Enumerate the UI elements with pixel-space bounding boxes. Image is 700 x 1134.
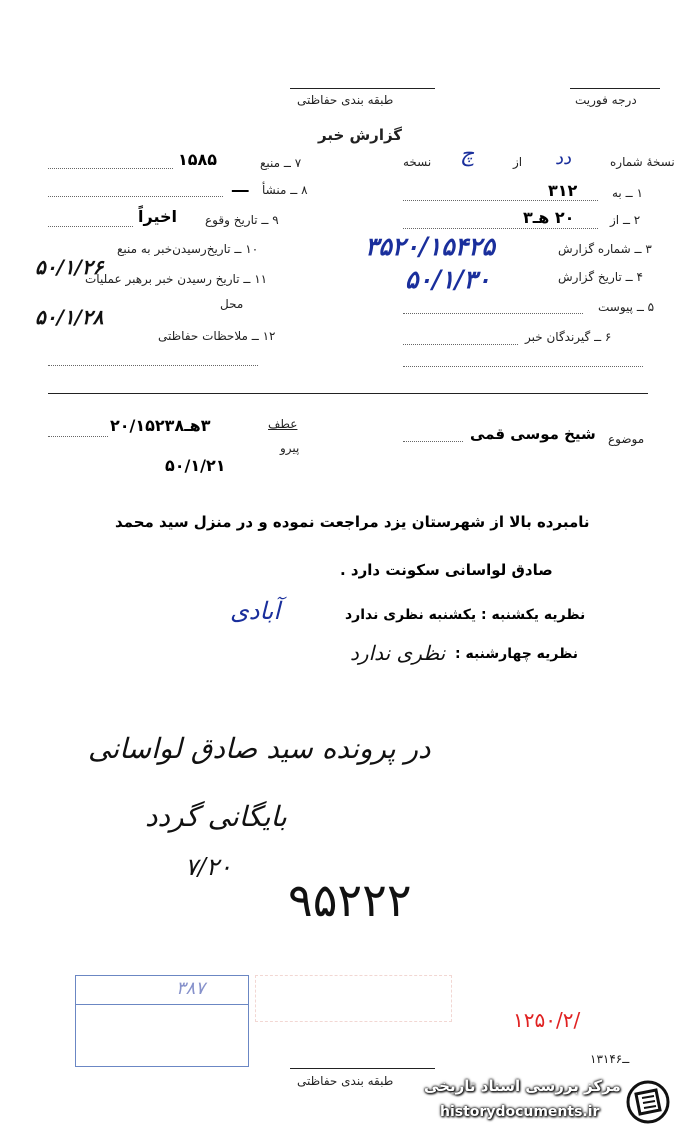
- opinion-sunday: نظریه یکشنبه : یکشنبه نظری ندارد: [345, 607, 586, 623]
- place-label: محل: [220, 297, 244, 311]
- event-date-value: اخیراً: [138, 207, 177, 226]
- handwritten-note-3: ۷/۲۰: [185, 853, 232, 881]
- copy-suffix: نسخه: [403, 155, 432, 169]
- origin-label: ۸ ــ منشأ: [262, 183, 308, 197]
- received-source-value: ۵۰/۱/۲۶: [35, 255, 104, 279]
- dots: [48, 436, 108, 437]
- priority-label: درجه فوریت: [575, 93, 637, 107]
- watermark-org: مرکز بررسی اسناد تاریخی: [424, 1077, 621, 1095]
- red-stamp-number: ۱۲۵۰/۲/: [513, 1008, 581, 1032]
- faded-red-stamp: [255, 975, 452, 1022]
- copy-total: چ: [460, 142, 475, 167]
- dots: [403, 200, 598, 201]
- received-ops-value: ۵۰/۱/۲۸: [35, 305, 104, 329]
- dots: [403, 441, 463, 442]
- opinion-wednesday: نظریه چهارشنبه :: [455, 646, 579, 662]
- origin-value: ـــ: [232, 177, 249, 196]
- header-rule-right: [570, 88, 660, 89]
- to-label: ۱ ــ به: [612, 186, 643, 200]
- to-value: ۳۱۲: [548, 181, 578, 200]
- copy-from-label: از: [513, 155, 523, 169]
- report-date-value: ۵۰/۱/۳۰: [405, 265, 491, 294]
- reference-label: عطف: [268, 417, 298, 431]
- dots: [48, 226, 133, 227]
- follow-label: پیرو: [280, 441, 300, 455]
- dots: [403, 344, 518, 345]
- dots: [48, 168, 173, 169]
- handwritten-note-2: بایگانی گردد: [145, 800, 287, 833]
- copy-label: نسخهٔ شماره: [610, 155, 675, 169]
- report-no-label: ۳ ــ شماره گزارش: [558, 242, 652, 256]
- follow-date: ۵۰/۱/۲۱: [165, 456, 226, 475]
- blue-stamp-number: ۳۸۷: [176, 978, 206, 999]
- dots: [48, 196, 223, 197]
- received-ops-label: ۱۱ ــ تاریخ رسیدن خبر برهبر عملیات: [85, 272, 268, 286]
- from-value: ۲۰ هـ۳: [523, 208, 575, 227]
- source-label: ۷ ــ منبع: [260, 156, 302, 170]
- header-rule-mid: [290, 88, 435, 89]
- form-title: گزارش خبر: [318, 126, 403, 144]
- opinion-wednesday-handwritten: نظری ندارد: [350, 641, 446, 665]
- dots: [403, 228, 598, 229]
- report-date-label: ۴ ــ تاریخ گزارش: [558, 270, 643, 284]
- dots: [403, 366, 643, 367]
- handwritten-note-1: در پرونده سید صادق لواسانی: [88, 732, 431, 765]
- body-line-1: نامبرده بالا از شهرستان یزد مراجعت نموده و در منزل سید محمد: [115, 513, 590, 531]
- opinion-sunday-handwritten: آبادی: [230, 597, 281, 625]
- copy-number: دد: [555, 148, 572, 169]
- footer-rule: [290, 1068, 435, 1069]
- form-code: ۱۳۱ــ۴۶: [590, 1052, 630, 1066]
- reference-value: ۳هـ۲۰/۱۵۲۳۸: [110, 416, 211, 435]
- attachment-label: ۵ ــ پیوست: [598, 300, 655, 314]
- classification-label: طبقه بندی حفاظتی: [297, 93, 394, 107]
- received-source-label: ۱۰ ــ تاریخ‌رسیدن‌خبر به منبع: [117, 242, 259, 256]
- file-number: ۹۵۲۲۲: [288, 873, 412, 927]
- event-date-label: ۹ ــ تاریخ وقوع: [205, 213, 279, 227]
- dots: [403, 313, 583, 314]
- source-value: ۱۵۸۵: [178, 150, 218, 169]
- watermark-url: historydocuments.ir: [440, 1104, 600, 1120]
- body-line-2: صادق لواسانی سکونت دارد .: [340, 561, 553, 579]
- subject-label: موضوع: [608, 432, 645, 446]
- section-separator: [48, 393, 648, 394]
- blue-stamp-box: [75, 975, 249, 1067]
- dots: [48, 365, 258, 366]
- from-label: ۲ ــ از: [610, 213, 641, 227]
- footer-classification: طبقه بندی حفاظتی: [297, 1074, 394, 1088]
- recipients-label: ۶ ــ گیرندگان خبر: [525, 330, 612, 344]
- security-notes-label: ۱۲ ــ ملاحظات حفاظتی: [158, 329, 276, 343]
- subject-value: شیخ موسی قمی: [470, 425, 596, 443]
- report-no-value: ۳۵۲۰/۱۵۴۲۵: [365, 232, 495, 261]
- logo-icon: [626, 1080, 670, 1124]
